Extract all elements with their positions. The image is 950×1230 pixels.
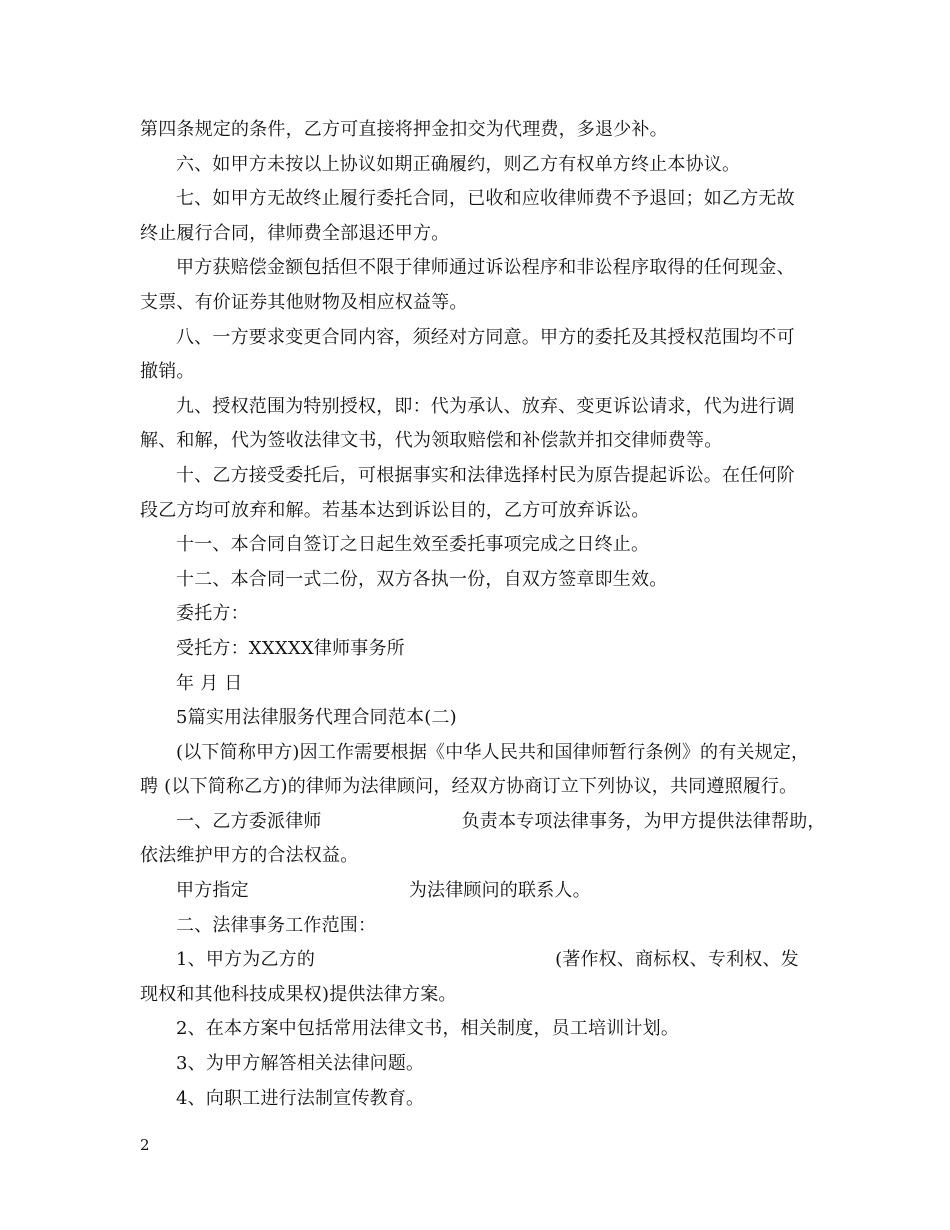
clause-9: 九、授权范围为特别授权，即：代为承认、放弃、变更诉讼请求，代为进行调	[176, 395, 795, 417]
client-signature-line: 委托方：	[176, 603, 249, 625]
clause-12: 十二、本合同一式二份，双方各执一份，自双方签章即生效。	[176, 568, 668, 590]
paragraph-line: 甲方获赔偿金额包括但不限于律师通过诉讼程序和非讼程序取得的任何现金、	[176, 257, 795, 279]
clause-2-heading: 二、法律事务工作范围：	[176, 914, 377, 936]
page-number: 2	[140, 1136, 150, 1154]
paragraph-line: 现权和其他科技成果权)提供法律方案。	[140, 983, 457, 1005]
section-title: 5篇实用法律服务代理合同范本(二)	[176, 707, 457, 729]
paragraph-line: 依法维护甲方的合法权益。	[140, 845, 359, 867]
item-1	[140, 943, 830, 978]
item-2: 2、在本方案中包括常用法律文书，相关制度，员工培训计划。	[176, 1018, 680, 1040]
paragraph-line: 聘 (以下简称乙方)的律师为法律顾问，经双方协商订立下列协议，共同遵照履行。	[140, 776, 798, 798]
clause-6: 六、如甲方未按以上协议如期正确履约，则乙方有权单方终止本协议。	[176, 153, 741, 175]
clause-1-start: 一、乙方委派律师	[176, 810, 322, 832]
item-1-start: 1、甲方为乙方的	[176, 949, 316, 971]
paragraph-line: 解、和解，代为签收法律文书，代为领取赔偿和补偿款并扣交律师费等。	[140, 430, 723, 452]
paragraph-line: 终止履行合同，律师费全部退还甲方。	[140, 222, 450, 244]
item-4: 4、向职工进行法制宣传教育。	[176, 1087, 425, 1109]
clause-11: 十一、本合同自签订之日起生效至委托事项完成之日终止。	[176, 534, 650, 556]
clause-1-end: 负责本专项法律事务，为甲方提供法律帮助，	[461, 810, 826, 832]
date-line: 年 月 日	[176, 672, 243, 694]
item-1-end: (著作权、商标权、专利权、发	[555, 949, 799, 971]
clause-8: 八、一方要求变更合同内容，须经对方同意。甲方的委托及其授权范围均不可	[176, 326, 795, 348]
document-body	[140, 113, 830, 1116]
paragraph-line: 支票、有价证券其他财物及相应权益等。	[140, 291, 468, 313]
item-3: 3、为甲方解答相关法律问题。	[176, 1053, 425, 1075]
contact-line	[140, 874, 830, 909]
clause-7: 七、如甲方无故终止履行委托合同，已收和应收律师费不予退回；如乙方无故	[176, 188, 795, 210]
paragraph-line: 第四条规定的条件，乙方可直接将押金扣交为代理费，多退少补。	[140, 119, 668, 140]
paragraph-line: (以下简称甲方)因工作需要根据《中华人民共和国律师暂行条例》的有关规定，	[176, 741, 810, 763]
clause-10: 十、乙方接受委托后，可根据事实和法律选择村民为原告提起诉讼。在任何阶	[176, 464, 795, 486]
contact-start: 甲方指定	[176, 880, 249, 902]
agent-signature-line: 受托方：XXXXX律师事务所	[176, 637, 405, 659]
clause-1	[140, 805, 830, 840]
paragraph-line: 段乙方均可放弃和解。若基本达到诉讼目的，乙方可放弃诉讼。	[140, 499, 650, 521]
contact-end: 为法律顾问的联系人。	[408, 880, 591, 902]
paragraph-line: 撤销。	[140, 361, 195, 383]
